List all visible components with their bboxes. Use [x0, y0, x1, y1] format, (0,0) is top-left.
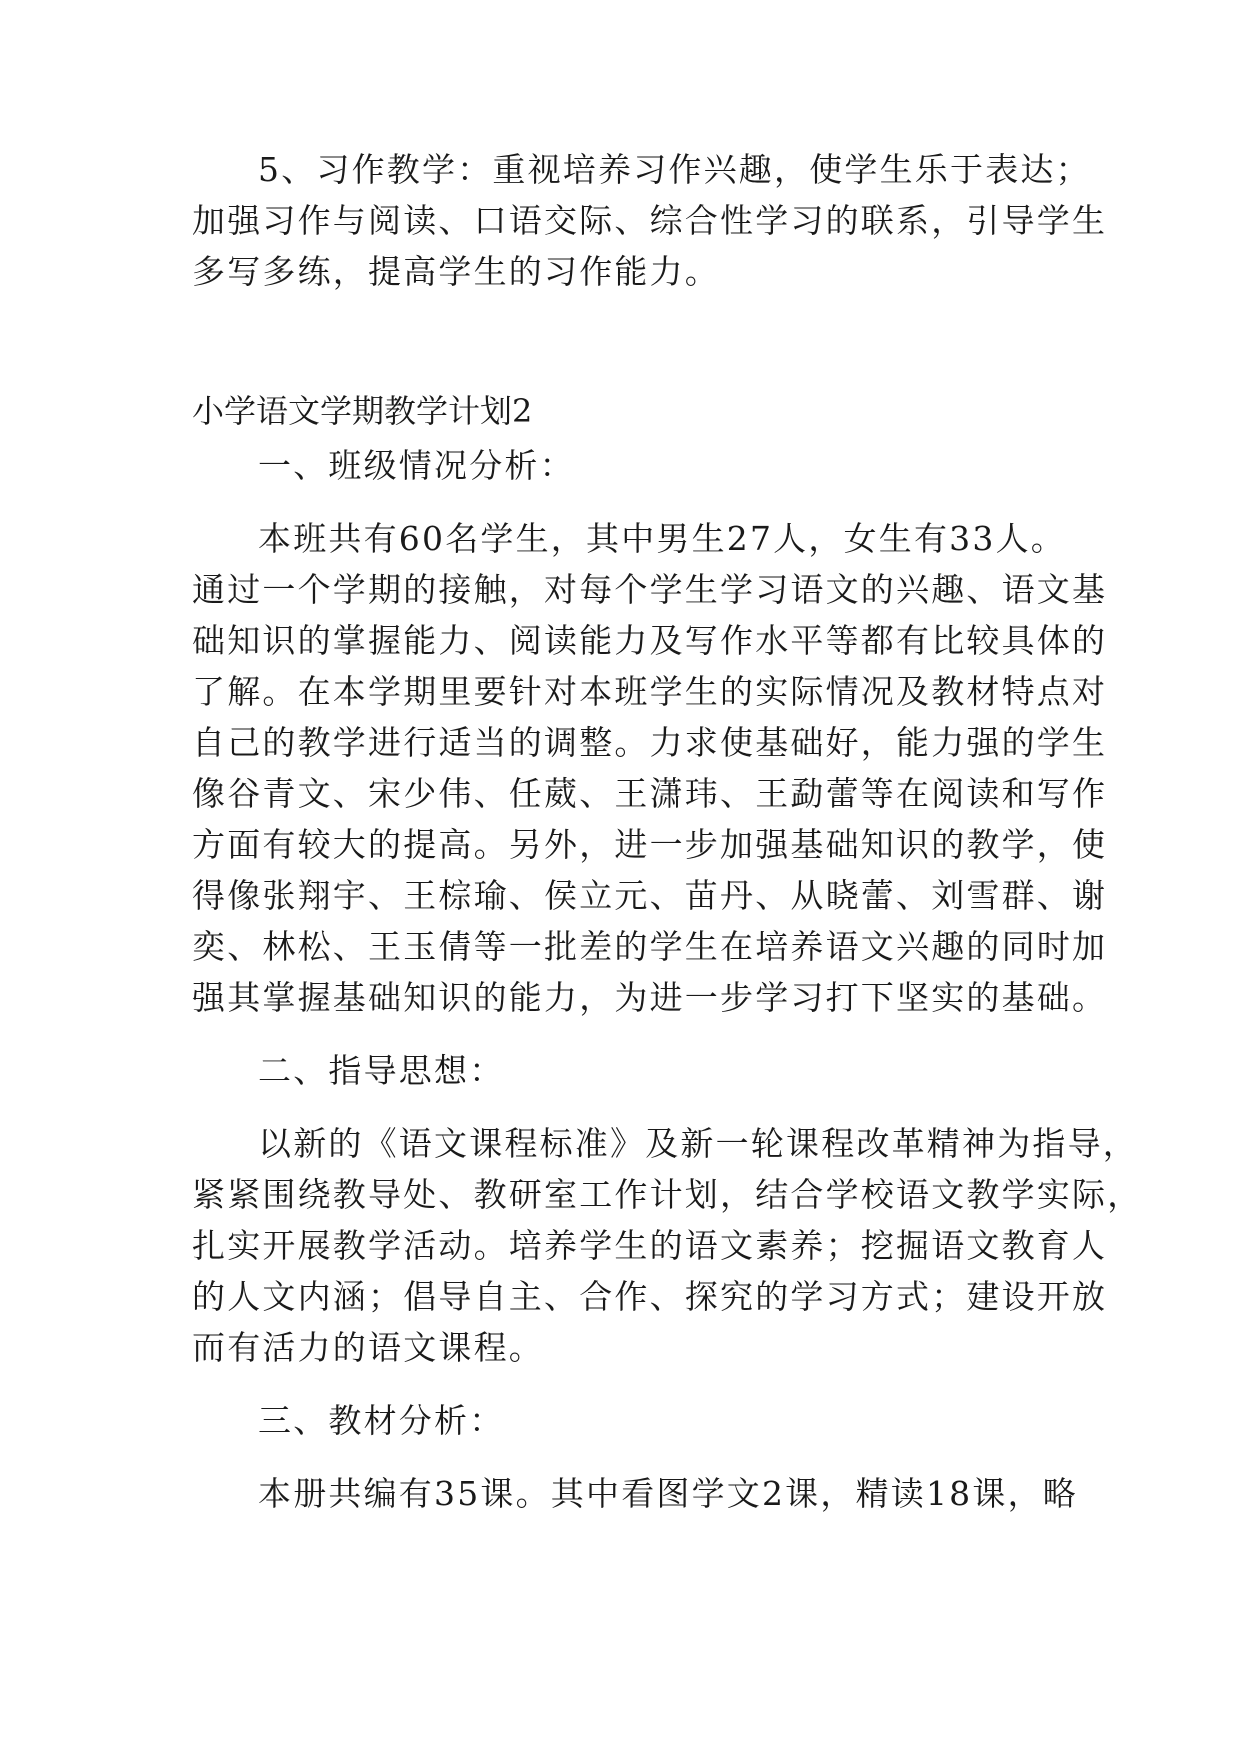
- paragraph-line: 强其掌握基础知识的能力，为进一步学习打下坚实的基础。: [192, 978, 1108, 1017]
- section-title: 小学语文学期教学计划2: [192, 392, 533, 430]
- paragraph-line: 得像张翔宇、王棕瑜、侯立元、苗丹、从晓蕾、刘雪群、谢: [192, 876, 1108, 915]
- heading-textbook-analysis: 三、教材分析：: [258, 1401, 505, 1440]
- paragraph-line: 而有活力的语文课程。: [192, 1328, 544, 1367]
- paragraph-line: 多写多练，提高学生的习作能力。: [192, 252, 720, 291]
- paragraph-line: 扎实开展教学活动。培养学生的语文素养；挖掘语文教育人: [192, 1226, 1108, 1265]
- paragraph-line: 本班共有60名学生，其中男生27人，女生有33人。: [258, 519, 1066, 558]
- paragraph-line: 奕、林松、王玉倩等一批差的学生在培养语文兴趣的同时加: [192, 927, 1108, 966]
- paragraph-line: 5、习作教学：重视培养习作兴趣，使学生乐于表达；: [258, 150, 1091, 189]
- paragraph-line: 紧紧围绕教导处、教研室工作计划，结合学校语文教学实际，: [192, 1175, 1143, 1214]
- paragraph-line: 自己的教学进行适当的调整。力求使基础好，能力强的学生: [192, 723, 1108, 762]
- paragraph-line: 了解。在本学期里要针对本班学生的实际情况及教材特点对: [192, 672, 1108, 711]
- paragraph-line: 方面有较大的提高。另外，进一步加强基础知识的教学，使: [192, 825, 1108, 864]
- heading-class-analysis: 一、班级情况分析：: [258, 446, 575, 485]
- paragraph-line: 加强习作与阅读、口语交际、综合性学习的联系，引导学生: [192, 201, 1108, 240]
- paragraph-line: 础知识的掌握能力、阅读能力及写作水平等都有比较具体的: [192, 621, 1108, 660]
- heading-guiding-ideology: 二、指导思想：: [258, 1051, 505, 1090]
- paragraph-line: 通过一个学期的接触，对每个学生学习语文的兴趣、语文基: [192, 570, 1108, 609]
- paragraph-line: 像谷青文、宋少伟、任葳、王潇玮、王勐蕾等在阅读和写作: [192, 774, 1108, 813]
- paragraph-line: 以新的《语文课程标准》及新一轮课程改革精神为指导，: [258, 1124, 1138, 1163]
- paragraph-line: 本册共编有35课。其中看图学文2课，精读18课，略: [258, 1474, 1078, 1513]
- paragraph-line: 的人文内涵；倡导自主、合作、探究的学习方式；建设开放: [192, 1277, 1108, 1316]
